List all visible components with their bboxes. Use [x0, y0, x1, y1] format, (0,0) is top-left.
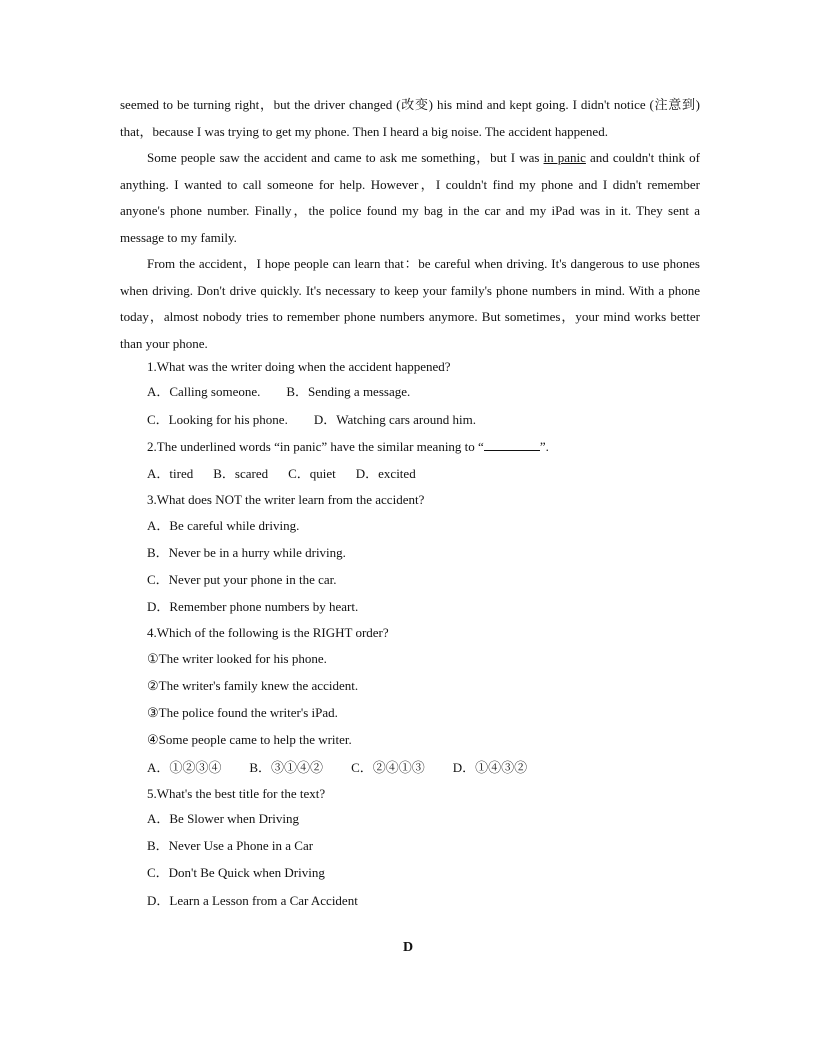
event-3: ③The police found the writer's iPad. — [147, 705, 338, 720]
question-4-option-d: D．①④③② — [452, 760, 528, 775]
question-5-option-c: C．Don't Be Quick when Driving — [147, 865, 325, 880]
question-4-stem: 4.Which of the following is the RIGHT order? — [147, 625, 389, 640]
question-5-option-a: A．Be Slower when Driving — [147, 811, 300, 826]
question-2-stem-start: 2.The underlined words “in panic” have the similar meaning to “ — [147, 439, 484, 454]
question-1-option-b: B．Sending a message. — [286, 384, 411, 399]
question-1-option-a: A．Calling someone. — [147, 384, 261, 399]
question-2-options — [147, 464, 416, 484]
question-5-stem: 5.What's the best title for the text? — [147, 786, 326, 801]
section-letter: D — [402, 940, 414, 955]
event-1: ①The writer looked for his phone. — [147, 651, 327, 666]
question-2-option-a: A．tired — [147, 466, 194, 481]
question-4-option-a: A．①②③④ — [147, 760, 222, 775]
event-4: ④Some people came to help the writer. — [147, 732, 352, 747]
question-2-option-b: B．scared — [213, 466, 269, 481]
paragraph-1: seemed to be turning right，but the driver changed (改变) his mind and kept going. I didn't notice (注意到) that，because I was trying to get my phone. Then I heard a big noise. The accident happened. — [120, 97, 700, 139]
paragraph-2 — [120, 145, 700, 251]
question-4-option-b: B．③①④② — [249, 760, 324, 775]
question-1-options-row-1 — [147, 382, 410, 402]
question-1-stem: 1.What was the writer doing when the accident happened? — [147, 359, 451, 374]
question-4-options — [147, 758, 527, 778]
passage — [120, 92, 700, 357]
event-2: ②The writer's family knew the accident. — [147, 678, 359, 693]
question-3-stem: 3.What does NOT the writer learn from the accident? — [147, 492, 425, 507]
question-3-option-b: B．Never be in a hurry while driving. — [147, 545, 346, 560]
question-2-option-d: D．excited — [355, 466, 416, 481]
question-2-stem — [147, 437, 549, 457]
paragraph-2-start: Some people saw the accident and came to ask me something，but I was — [147, 150, 544, 165]
question-5-option-b: B．Never Use a Phone in a Car — [147, 838, 314, 853]
paragraph-3: From the accident，I hope people can learn that：be careful when driving. It's dangerous to use phones when driving. Don't drive quickly. It's necessary to keep your family's phone numbers in mind. With a phone today，almost nobody tries to remember phone numbers anymore. But sometimes，your mind works better than your phone. — [120, 256, 700, 351]
question-3-option-c: C．Never put your phone in the car. — [147, 572, 337, 587]
underlined-phrase: in panic — [543, 150, 586, 165]
question-1-option-c: C．Looking for his phone. — [147, 412, 288, 427]
question-2-stem-end: ”. — [539, 439, 549, 454]
question-3-option-a: A．Be careful while driving. — [147, 518, 300, 533]
question-1-options-row-2 — [147, 410, 476, 430]
paragraph-2-end: and couldn't think of anything. I wanted to call someone for help. However，I couldn't find my phone and I didn't remember anyone's phone number. Finally，the police found my bag in the car and my iPad was in it. They sent a message to my family. — [120, 150, 700, 245]
question-1-option-d: D．Watching cars around him. — [313, 412, 476, 427]
question-2-option-c: C．quiet — [288, 466, 336, 481]
question-5-option-d: D．Learn a Lesson from a Car Accident — [147, 893, 358, 908]
question-4-option-c: C．②④①③ — [351, 760, 425, 775]
question-3-option-d: D．Remember phone numbers by heart. — [147, 599, 359, 614]
answer-blank — [484, 438, 540, 451]
